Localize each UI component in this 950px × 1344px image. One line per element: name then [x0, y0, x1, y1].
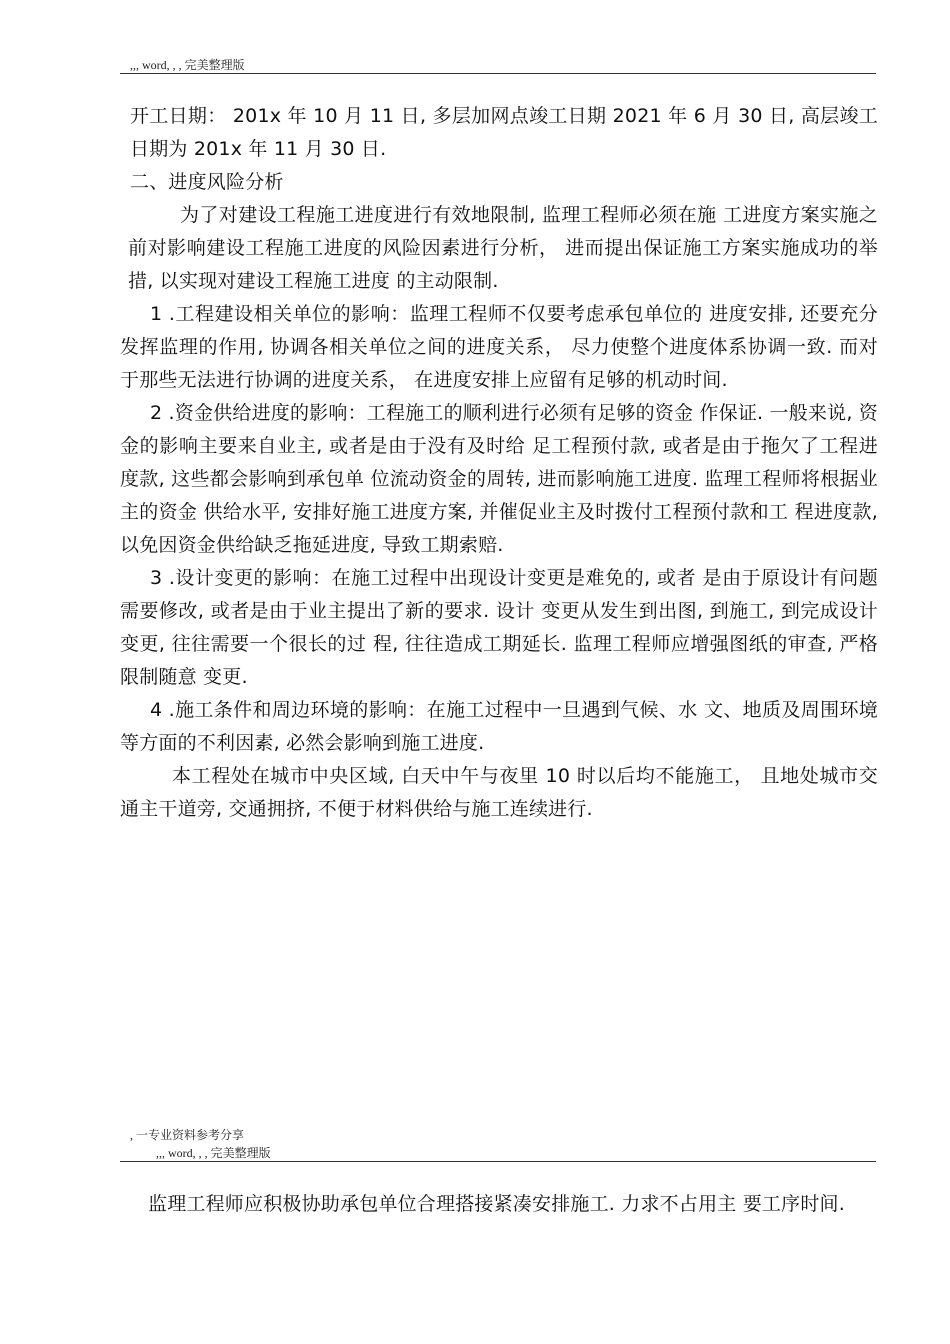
intro-paragraph: 为了对建设工程施工进度进行有效地限制, 监理工程师必须在施 工进度方案实施之前对影响建设工程施工进度的风险因素进行分析， 进而提出保证施工方案实施成功的举措, 以实现对建设工程施工进度 的主动限制.	[128, 204, 878, 292]
risk-item-3: 3 .设计变更的影响：在施工过程中出现设计变更是难免的, 或者 是由于原设计有问题需要修改, 或者是由于业主提出了新的要求. 设计 变更从发生到出图, 到施工, 到完成设计变更, 往往需要一个很长的过 程, 往往造成工期延长. 监理工程师应增强图纸的审查, 严格限制随意 变更.	[120, 567, 878, 688]
header-text-second: ,,, word, , , 完美整理版	[156, 1146, 271, 1160]
footer-note: , 一专业资料参考分享	[130, 1128, 245, 1142]
page-one-body	[120, 100, 878, 826]
page-two-body	[148, 1188, 878, 1221]
risk-item-1: 1 .工程建设相关单位的影响：监理工程师不仅要考虑承包单位的 进度安排, 还要充分发挥监理的作用, 协调各相关单位之间的进度关系， 尽力使整个进度体系协调一致. 而对于那些无法进行协调的进度关系， 在进度安排上应留有足够的机动时间.	[120, 303, 878, 391]
coordination-paragraph: 监理工程师应积极协助承包单位合理搭接紧凑安排施工. 力求不占用主 要工序时间.	[148, 1193, 845, 1215]
risk-item-4: 4 .施工条件和周边环境的影响：在施工过程中一旦遇到气候、水 文、地质及周围环境等方面的不利因素, 必然会影响到施工进度.	[120, 699, 878, 754]
page-header-second	[120, 1146, 876, 1162]
start-completion-dates: 开工日期： 201x 年 10 月 11 日, 多层加网点竣工日期 2021 年 6 月 30 日, 高层竣工日期为 201x 年 11 月 30 日.	[130, 105, 878, 160]
header-text: ,,, word, , , 完美整理版	[130, 58, 245, 72]
site-conditions-paragraph: 本工程处在城市中央区域, 白天中午与夜里 10 时以后均不能施工， 且地处城市交通主干道旁, 交通拥挤, 不便于材料供给与施工连续进行.	[120, 765, 878, 820]
page-header	[120, 58, 876, 74]
risk-item-2: 2 .资金供给进度的影响：工程施工的顺利进行必须有足够的资金 作保证. 一般来说, 资金的影响主要来自业主, 或者是由于没有及时给 足工程预付款, 或者是由于拖欠了工程进度款, 这些都会影响到承包单 位流动资金的周转, 进而影响施工进度. 监理工程师将根据业主的资金 供给水平, 安排好施工进度方案, 并催促业主及时拨付工程预付款和工 程进度款, 以免因资金供给缺乏拖延进度, 导致工期索赔.	[120, 402, 878, 556]
section-title: 二、进度风险分析	[130, 171, 284, 193]
